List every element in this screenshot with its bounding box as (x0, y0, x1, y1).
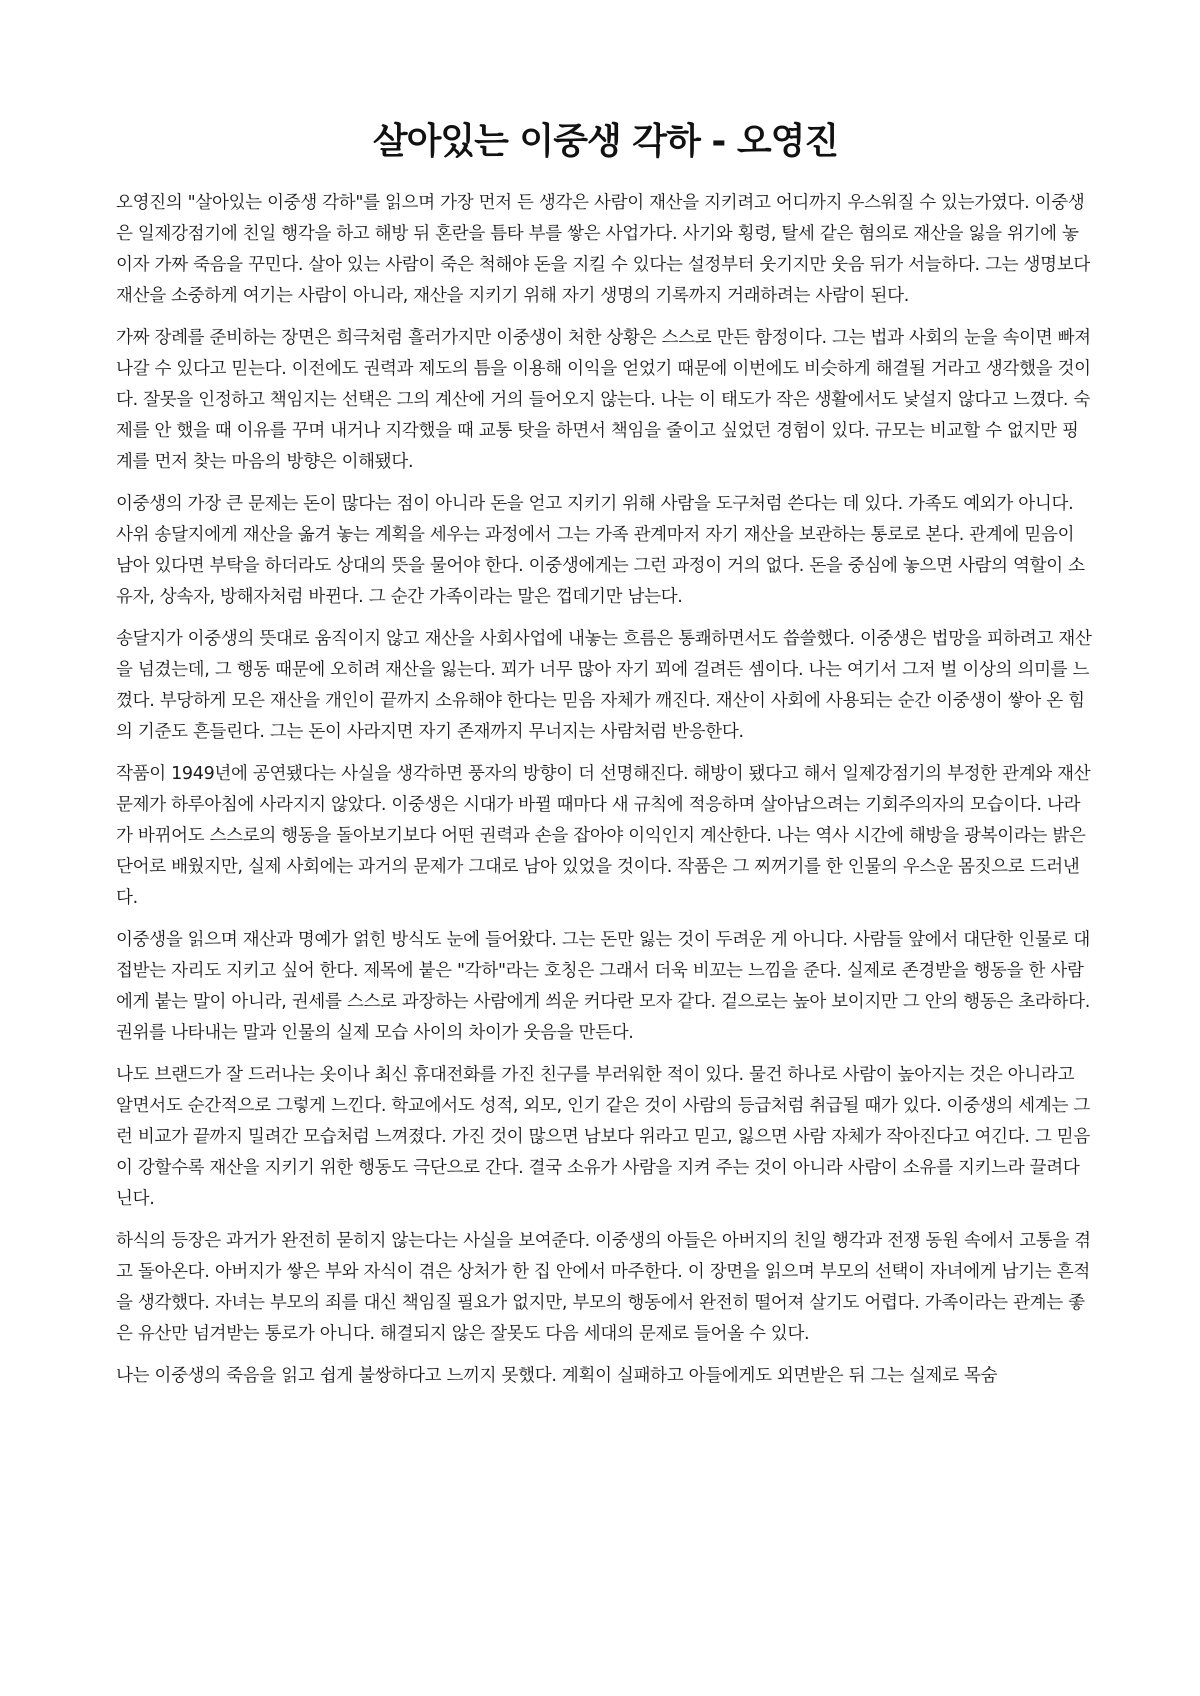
document-title: 살아있는 이중생 각하 - 오영진 (372, 121, 839, 162)
paragraph: 이중생의 가장 큰 문제는 돈이 많다는 점이 아니라 돈을 얻고 지키기 위해 사람을 도구처럼 쓴다는 데 있다. 가족도 예외가 아니다. 사위 송달지에게 재산을 옮겨 놓는 계획을 세우는 과정에서 그는 가족 관계마저 자기 재산을 보관하는 통로로 본다. 관계에 믿음이 남아 있다면 부탁을 하더라도 상대의 뜻을 물어야 한다. 이중생에게는 그런 과정이 거의 없다. 돈을 중심에 놓으면 사람의 역할이 소유자, 상속자, 방해자처럼 바뀐다. 그 순간 가족이라는 말은 껍데기만 남는다. (116, 494, 1085, 607)
paragraph: 하식의 등장은 과거가 완전히 묻히지 않는다는 사실을 보여준다. 이중생의 아들은 아버지의 친일 행각과 전쟁 동원 속에서 고통을 겪고 돌아온다. 아버지가 쌓은 부와 자식이 겪은 상처가 한 집 안에서 마주한다. 이 장면을 읽으며 부모의 선택이 자녀에게 남기는 흔적을 생각했다. 자녀는 부모의 죄를 대신 책임질 필요가 없지만, 부모의 행동에서 완전히 떨어져 살기도 어렵다. 가족이라는 관계는 좋은 유산만 넘겨받는 통로가 아니다. 해결되지 않은 잘못도 다음 세대의 문제로 들어올 수 있다. (116, 1231, 1091, 1344)
document-body (116, 188, 1095, 1392)
paragraph: 가짜 장례를 준비하는 장면은 희극처럼 흘러가지만 이중생이 처한 상황은 스스로 만든 함정이다. 그는 법과 사회의 눈을 속이면 빠져나갈 수 있다고 믿는다. 이전에도 권력과 제도의 틈을 이용해 이익을 얻었기 때문에 이번에도 비슷하게 해결될 거라고 생각했을 것이다. 잘못을 인정하고 책임지는 선택은 그의 계산에 거의 들어오지 않는다. 나는 이 태도가 작은 생활에서도 낯설지 않다고 느꼈다. 숙제를 안 했을 때 이유를 꾸며 내거나 지각했을 때 교통 탓을 하면서 책임을 줄이고 싶었던 경험이 있다. 규모는 비교할 수 없지만 핑계를 먼저 찾는 마음의 방향은 이해됐다. (116, 328, 1091, 472)
paragraph: 송달지가 이중생의 뜻대로 움직이지 않고 재산을 사회사업에 내놓는 흐름은 통쾌하면서도 씁쓸했다. 이중생은 법망을 피하려고 재산을 넘겼는데, 그 행동 때문에 오히려 재산을 잃는다. 꾀가 너무 많아 자기 꾀에 걸려든 셈이다. 나는 여기서 그저 벌 이상의 의미를 느꼈다. 부당하게 모은 재산을 개인이 끝까지 소유해야 한다는 믿음 자체가 깨진다. 재산이 사회에 사용되는 순간 이중생이 쌓아 온 힘의 기준도 흔들린다. 그는 돈이 사라지면 자기 존재까지 무너지는 사람처럼 반응한다. (116, 629, 1092, 742)
paragraph: 작품이 1949년에 공연됐다는 사실을 생각하면 풍자의 방향이 더 선명해진다. 해방이 됐다고 해서 일제강점기의 부정한 관계와 재산 문제가 하루아침에 사라지지 않았다. 이중생은 시대가 바뀔 때마다 새 규칙에 적응하며 살아남으려는 기회주의자의 모습이다. 나라가 바뀌어도 스스로의 행동을 돌아보기보다 어떤 권력과 손을 잡아야 이익인지 계산한다. 나는 역사 시간에 해방을 광복이라는 밝은 단어로 배웠지만, 실제 사회에는 과거의 문제가 그대로 남아 있었을 것이다. 작품은 그 찌꺼기를 한 인물의 우스운 몸짓으로 드러낸다. (116, 764, 1091, 908)
paragraph: 오영진의 "살아있는 이중생 각하"를 읽으며 가장 먼저 든 생각은 사람이 재산을 지키려고 어디까지 우스워질 수 있는가였다. 이중생은 일제강점기에 친일 행각을 하고 해방 뒤 혼란을 틈타 부를 쌓은 사업가다. 사기와 횡령, 탈세 같은 혐의로 재산을 잃을 위기에 놓이자 가짜 죽음을 꾸민다. 살아 있는 사람이 죽은 척해야 돈을 지킬 수 있다는 설정부터 웃기지만 웃음 뒤가 서늘하다. 그는 생명보다 재산을 소중하게 여기는 사람이 아니라, 재산을 지키기 위해 자기 생명의 기록까지 거래하려는 사람이 된다. (116, 193, 1090, 306)
paragraph: 나도 브랜드가 잘 드러나는 옷이나 최신 휴대전화를 가진 친구를 부러워한 적이 있다. 물건 하나로 사람이 높아지는 것은 아니라고 알면서도 순간적으로 그렇게 느낀다. 학교에서도 성적, 외모, 인기 같은 것이 사람의 등급처럼 취급될 때가 있다. 이중생의 세계는 그런 비교가 끝까지 밀려간 모습처럼 느껴졌다. 가진 것이 많으면 남보다 위라고 믿고, 잃으면 사람 자체가 작아진다고 여긴다. 그 믿음이 강할수록 재산을 지키기 위한 행동도 극단으로 간다. 결국 소유가 사람을 지켜 주는 것이 아니라 사람이 소유를 지키느라 끌려다닌다. (116, 1065, 1090, 1209)
paragraph: 나는 이중생의 죽음을 읽고 쉽게 불쌍하다고 느끼지 못했다. 계획이 실패하고 아들에게도 외면받은 뒤 그는 실제로 목숨 (116, 1366, 998, 1386)
paragraph: 이중생을 읽으며 재산과 명예가 얽힌 방식도 눈에 들어왔다. 그는 돈만 잃는 것이 두려운 게 아니다. 사람들 앞에서 대단한 인물로 대접받는 자리도 지키고 싶어 한다. 제목에 붙은 "각하"라는 호칭은 그래서 더욱 비꼬는 느낌을 준다. 실제로 존경받을 행동을 한 사람에게 붙는 말이 아니라, 권세를 스스로 과장하는 사람에게 씌운 커다란 모자 같다. 겉으로는 높아 보이지만 그 안의 행동은 초라하다. 권위를 나타내는 말과 인물의 실제 모습 사이의 차이가 웃음을 만든다. (116, 930, 1090, 1043)
